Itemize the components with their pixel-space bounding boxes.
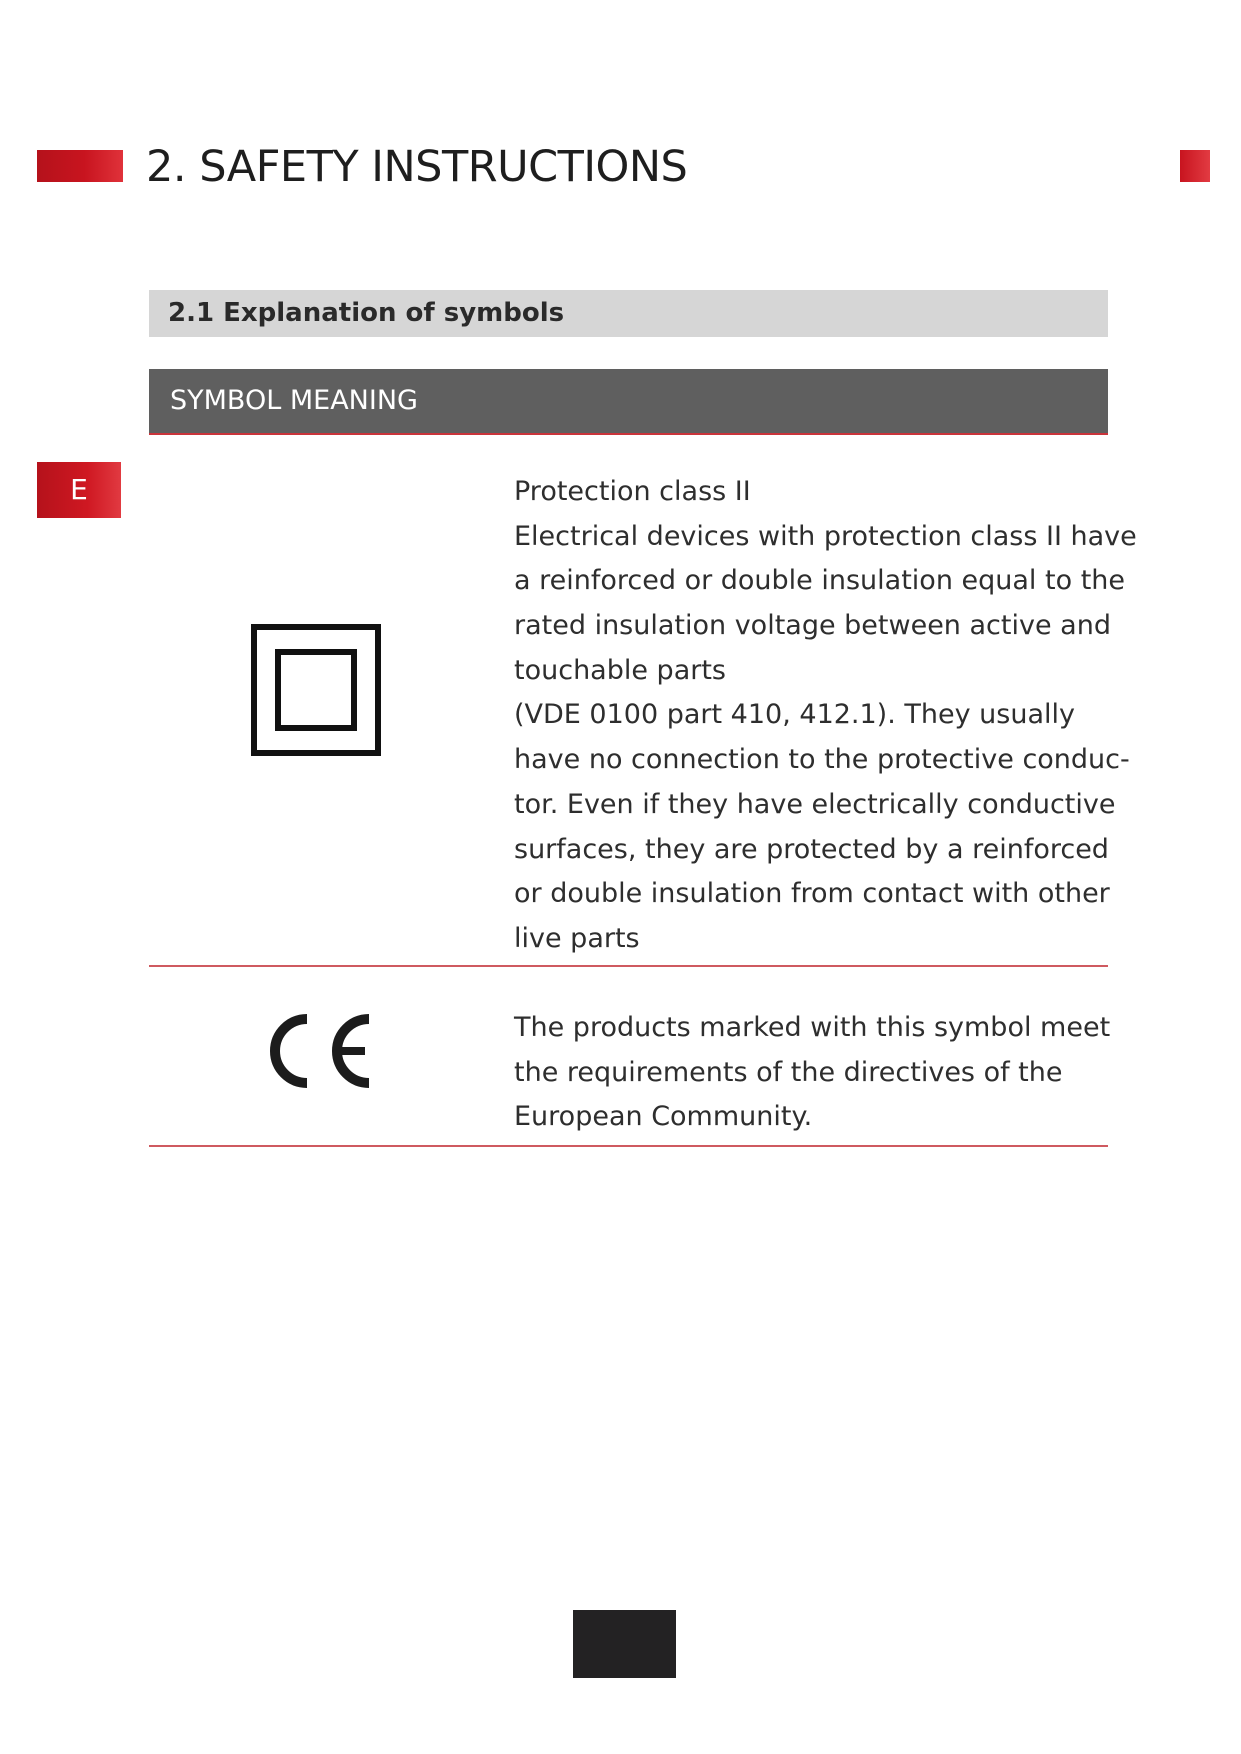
meaning-line: touchable parts: [514, 654, 726, 686]
subsection-heading: 2.1 Explanation of symbols: [168, 298, 565, 328]
language-tab: E: [37, 462, 121, 518]
meaning-line: Protection class II: [514, 476, 751, 507]
meaning-line: surfaces, they are protected by a reinforced: [514, 833, 1109, 865]
meaning-line: European Community.: [514, 1101, 813, 1133]
row-divider: [149, 1145, 1108, 1147]
protection-class-2-icon: [251, 624, 381, 756]
ce-mark-icon: [265, 1010, 375, 1092]
meaning-text-ce: [514, 1006, 1111, 1140]
meaning-line: have no connection to the protective conduc-: [514, 744, 1130, 776]
meaning-line: a reinforced or double insulation equal to the: [514, 565, 1126, 597]
meaning-line: (VDE 0100 part 410, 412.1). They usually: [514, 699, 1075, 731]
table-header-label: SYMBOL MEANING: [170, 385, 418, 416]
title-accent-bar-left: [37, 150, 123, 182]
meaning-text-protection-class: [514, 470, 1137, 962]
meaning-line: the requirements of the directives of the: [514, 1056, 1063, 1088]
meaning-line: rated insulation voltage between active and: [514, 610, 1111, 642]
table-header: [149, 369, 1108, 435]
title-accent-bar-right: [1180, 150, 1210, 182]
meaning-line: tor. Even if they have electrically conductive: [514, 788, 1116, 820]
page-title: 2. SAFETY INSTRUCTIONS: [146, 142, 688, 192]
subsection-header: [149, 290, 1108, 337]
row-divider: [149, 965, 1108, 967]
meaning-line: or double insulation from contact with other: [514, 878, 1110, 910]
page-number-box: [573, 1610, 676, 1678]
meaning-line: Electrical devices with protection class II have: [514, 520, 1137, 552]
meaning-line: live parts: [514, 922, 640, 954]
meaning-line: The products marked with this symbol meet: [514, 1012, 1111, 1043]
